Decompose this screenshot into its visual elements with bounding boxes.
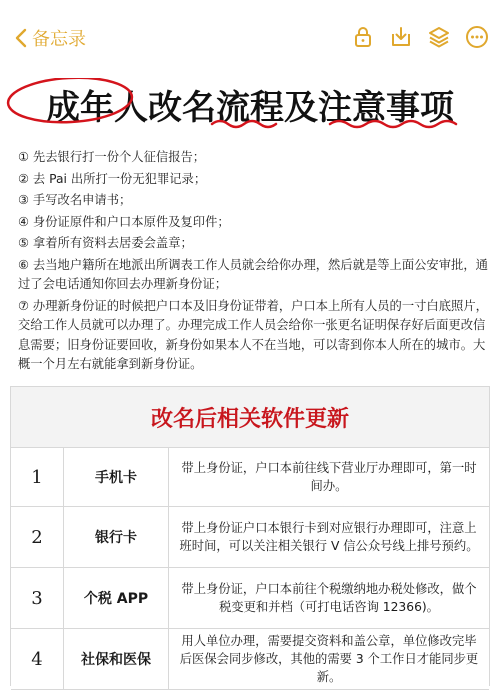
row-number: 1 xyxy=(11,448,64,506)
layers-icon[interactable] xyxy=(426,24,452,50)
page-title: 成年人改名流程及注意事项 xyxy=(46,88,454,128)
table-row xyxy=(11,629,489,690)
row-name: 社保和医保 xyxy=(64,629,169,689)
row-desc: 带上身份证，户口本前往个税缴纳地办税处修改，做个税变更和并档（可打电话咨询 12366)。 xyxy=(181,582,477,614)
step-1: ① 先去银行打一份个人征信报告； xyxy=(18,150,206,164)
step-6: ⑥ 去当地户籍所在地派出所调表工作人员就会给你办理，然后就是等上面公安审批，通过了会电话通知你回去办理新身份证； xyxy=(18,257,488,291)
row-number: 3 xyxy=(11,568,64,628)
step-2: ② 去 Pai 出所打一份无犯罪记录； xyxy=(18,171,207,186)
row-desc: 用人单位办理，需要提交资料和盖公章，单位修改完毕后医保会同步修改，其他的需要 3 个工作日才能同步更新。 xyxy=(179,634,479,684)
more-icon[interactable] xyxy=(464,24,490,50)
row-desc: 带上身份证户口本银行卡到对应银行办理即可，注意上班时间，可以关注相关银行 V 信公众号线上排号预约。 xyxy=(179,521,479,553)
row-name: 银行卡 xyxy=(64,507,169,567)
step-4: ④ 身份证原件和户口本原件及复印件； xyxy=(18,214,230,229)
row-number: 2 xyxy=(11,507,64,567)
download-icon[interactable] xyxy=(388,24,414,50)
table-title: 改名后相关软件更新 xyxy=(11,387,489,448)
steps-list xyxy=(18,148,490,377)
chevron-left-icon xyxy=(14,28,28,48)
toolbar xyxy=(350,24,490,50)
lock-icon[interactable] xyxy=(350,24,376,50)
table-row xyxy=(11,507,489,568)
row-name: 手机卡 xyxy=(64,448,169,506)
step-5: ⑤ 拿着所有资料去居委会盖章； xyxy=(18,236,193,250)
row-desc: 带上身份证，户口本前往线下营业厅办理即可，第一时间办。 xyxy=(181,461,477,493)
step-7: ⑦ 办理新身份证的时候把户口本及旧身份证带着，户口本上所有人员的一寸白底照片，交给工作人员就可以办理了。办理完成工作人员会给你一张更名证明保存好后面更改信息需要；旧身份证要回收，新身份如果本人不在当地，可以寄到你本人所在的城市。大概一个月左右就能拿到新身份证。 xyxy=(18,298,488,371)
back-button[interactable] xyxy=(14,24,86,52)
update-table xyxy=(10,386,490,686)
back-label: 备忘录 xyxy=(32,29,86,50)
table-row xyxy=(11,448,489,507)
table-row xyxy=(11,568,489,629)
step-3: ③ 手写改名申请书； xyxy=(18,193,132,207)
top-bar xyxy=(0,0,500,70)
row-number: 4 xyxy=(11,629,64,689)
row-name: 个税 APP xyxy=(64,568,169,628)
title-area xyxy=(0,78,500,142)
